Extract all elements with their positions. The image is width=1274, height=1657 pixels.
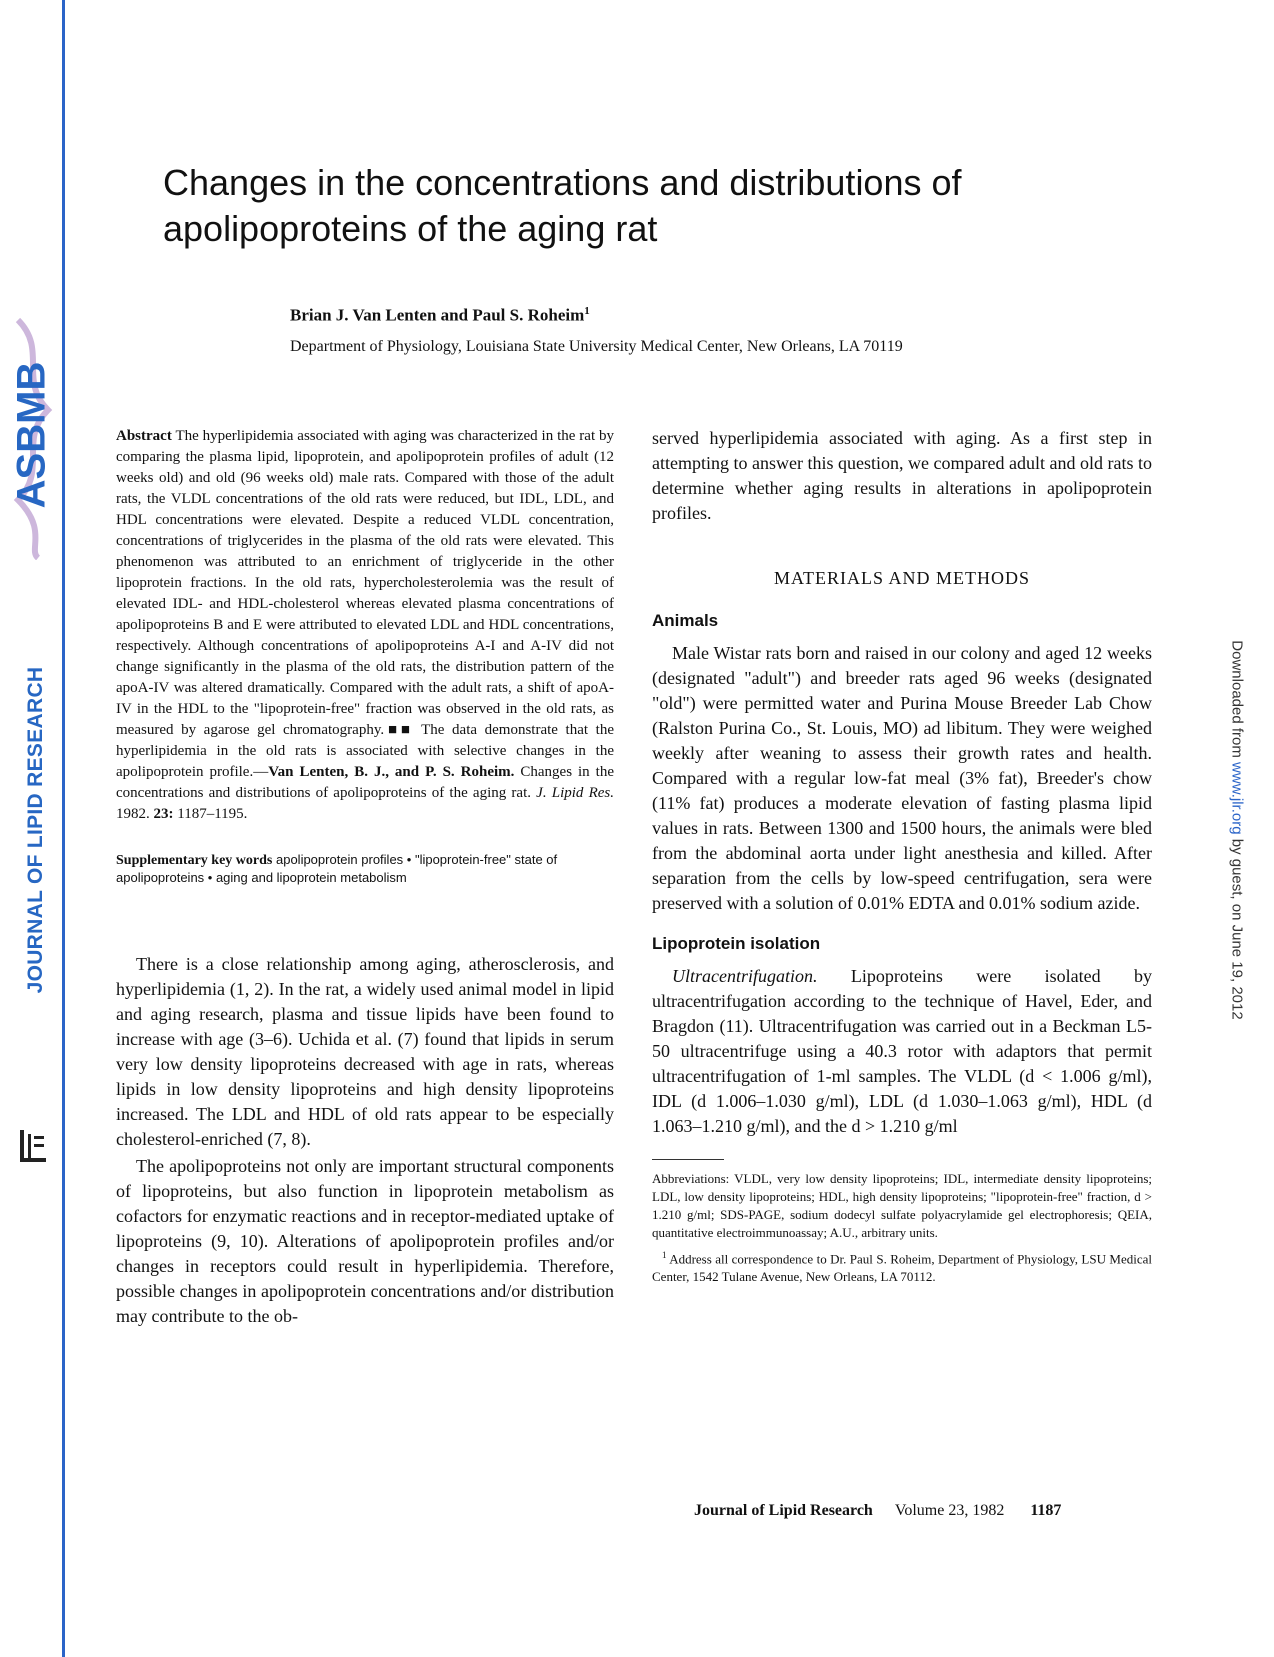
citation-year: 1982. <box>116 806 154 822</box>
abbreviations-footnote: Abbreviations: VLDL, very low density lipoproteins; IDL, intermediate density lipoproteins; LDL, low density lipoproteins; HDL, high density lipoproteins; "lipoprotein-free" fraction, d > 1.210 g/ml; SDS-PAGE, sodium dodecyl sulfate polyacrylamide gel electrophoresis; QEIA, quantitative electroimmunoassay; A.U., arbitrary units. <box>652 1171 1152 1240</box>
lipoprotein-isolation-heading: Lipoprotein isolation <box>652 934 821 953</box>
download-link[interactable]: www.jlr.org <box>1228 762 1246 835</box>
author-footnote-mark: 1 <box>584 305 590 317</box>
asbmb-logo-text: ASBMB <box>9 361 54 509</box>
download-notice <box>1226 610 1248 1050</box>
abstract-lead: Abstract <box>116 428 172 444</box>
animals-paragraph: Male Wistar rats born and raised in our colony and aged 12 weeks (designated "adult") and breeder rats aged 96 weeks (designated "old") were permitted water and Purina Mouse Breeder Lab Chow (Ralston Purina Co., St. Louis, MO) ad libitum. They were weighed weekly after weaning to assess their growth rates and health. Compared with a regular low-fat meal (3% fat), Breeder's chow (11% fat) produces a moderate elevation of fasting plasma lipid values in rats. Between 1300 and 1500 hours, the animals were bled from the abdominal aorta under light anesthesia and killed. After separation from the cells by low-speed centrifugation, sera were preserved with a solution of 0.01% EDTA and 0.01% sodium azide. <box>652 643 1152 913</box>
address-footnote <box>652 1246 1152 1286</box>
citation-pages: 1187–1195. <box>173 806 248 822</box>
citation-authors: Van Lenten, B. J., and P. S. Roheim. <box>268 764 515 780</box>
page-footer <box>694 1502 1061 1520</box>
download-suffix: by guest, on June 19, 2012 <box>1228 834 1246 1020</box>
citation-volume: 23: <box>153 806 174 822</box>
citation-journal: J. Lipid Res. <box>536 785 614 801</box>
address-footnote-text: Address all correspondence to Dr. Paul S. Roheim, Department of Physiology, LSU Medical Center, 1542 Tulane Avenue, New Orleans, LA 70112. <box>652 1251 1152 1285</box>
article-title: Changes in the concentrations and distributions of apolipoproteins of the aging rat <box>163 162 962 249</box>
journal-vertical-text: JOURNAL OF LIPID RESEARCH <box>24 666 47 994</box>
asbmb-logo <box>8 310 60 560</box>
keywords-text: apolipoprotein profiles • "lipoprotein-free" state of apolipoproteins • aging and lipoprotein metabolism <box>116 852 558 885</box>
ultracentrifugation-runin: Ultracentrifugation. <box>672 966 818 986</box>
affiliation: Department of Physiology, Louisiana State University Medical Center, New Orleans, LA 70119 <box>290 338 903 355</box>
abstract-text-2: The data demonstrate that the hyperlipidemia in the old rats is associated with selective changes in the apolipoprotein profile.— <box>116 722 614 780</box>
intro-continuation: served hyperlipidemia associated with aging. As a first step in attempting to answer this question, we compared adult and old rats to determine whether aging results in alterations in apolipoprotein profiles. <box>652 428 1152 523</box>
address-footnote-mark: 1 <box>662 1250 667 1260</box>
supplementary-material-icon[interactable]: ■■ <box>384 722 414 738</box>
margin-rule <box>62 0 65 1657</box>
footer-volume: Volume 23, 1982 <box>894 1502 1005 1519</box>
jlr-logo <box>18 1128 48 1164</box>
jlr-logo-text: JLR <box>32 1154 34 1155</box>
section-heading: MATERIALS AND METHODS <box>773 568 1030 588</box>
footnote-rule <box>652 1159 724 1160</box>
author-names: Brian J. Van Lenten and Paul S. Roheim <box>290 305 585 325</box>
animals-heading: Animals <box>652 611 719 630</box>
ultracentrifugation-paragraph <box>652 964 1152 1139</box>
download-prefix: Downloaded from <box>1228 640 1246 763</box>
footer-journal: Journal of Lipid Research <box>694 1502 873 1519</box>
abstract <box>116 426 614 825</box>
left-column <box>116 426 614 1329</box>
footnotes <box>652 1170 1152 1286</box>
keywords <box>116 851 614 886</box>
abstract-text: The hyperlipidemia associated with aging was characterized in the rat by comparing the plasma lipid, lipoprotein, and apolipoprotein profiles of adult (12 weeks old) and old (96 weeks old) male rats. Compared with those of the adult rats, the VLDL concentrations of the old rats were reduced, but IDL, LDL, and HDL concentrations were elevated. Despite a reduced VLDL concentration, concentrations of triglycerides in the plasma of the old rats were elevated. This phenomenon was attributed to an enrichment of triglyceride in the other lipoprotein fractions. In the old rats, hypercholesterolemia was the result of elevated IDL- and HDL-cholesterol whereas elevated plasma concentrations of apolipoproteins B and E were attributed to elevated LDL and HDL concentrations, respectively. Although concentrations of apolipoproteins A-I and A-IV did not change significantly in the plasma of the old rats, the distribution pattern of the apoA-IV was altered dramatically. Compared with the adult rats, a shift of apoA-IV in the HDL to the "lipoprotein-free" fraction was observed in the old rats, as measured by agarose gel chromatography. <box>116 428 614 738</box>
journal-vertical-label <box>22 650 50 1010</box>
intro-paragraph-1: There is a close relationship among aging, atherosclerosis, and hyperlipidemia (1, 2). In the rat, a widely used animal model in lipid and aging research, plasma and tissue lipids have been found to increase with age (3–6). Uchida et al. (7) found that lipids in serum very low density lipoproteins decreased with age in rats, whereas lipids in low density lipoproteins and high density lipoproteins increased. The LDL and HDL of old rats appear to be especially cholesterol-enriched (7, 8). <box>116 954 614 1149</box>
authors <box>290 305 590 326</box>
keywords-label: Supplementary key words <box>116 853 273 868</box>
citation-title: Changes in the concentrations and distributions of apolipoproteins of the aging rat. <box>116 764 614 801</box>
ultracentrifugation-text: Lipoproteins were isolated by ultracentrifugation according to the technique of Havel, Eder, and Bragdon (11). Ultracentrifugation was carried out in a Beckman L5-50 ultracentrifuge using a 40.3 rotor with adaptors that permit ultracentrifugation of 1-ml samples. The VLDL (d < 1.006 g/ml), IDL (d 1.006–1.030 g/ml), LDL (d 1.030–1.063 g/ml), HDL (d 1.063–1.210 g/ml), and the d > 1.210 g/ml <box>652 966 1152 1136</box>
intro-paragraph-2: The apolipoproteins not only are important structural components of lipoproteins, but also function in lipoprotein metabolism as cofactors for enzymatic reactions and in receptor-mediated uptake of lipoproteins (9, 10). Alterations of apolipoprotein profiles and/or changes in receptors could result in hyperlipidemia. Therefore, possible changes in apolipoprotein concentrations and/or distribution may contribute to the ob- <box>116 1156 614 1326</box>
footer-page-number: 1187 <box>1030 1502 1062 1519</box>
right-column <box>652 426 1152 1286</box>
